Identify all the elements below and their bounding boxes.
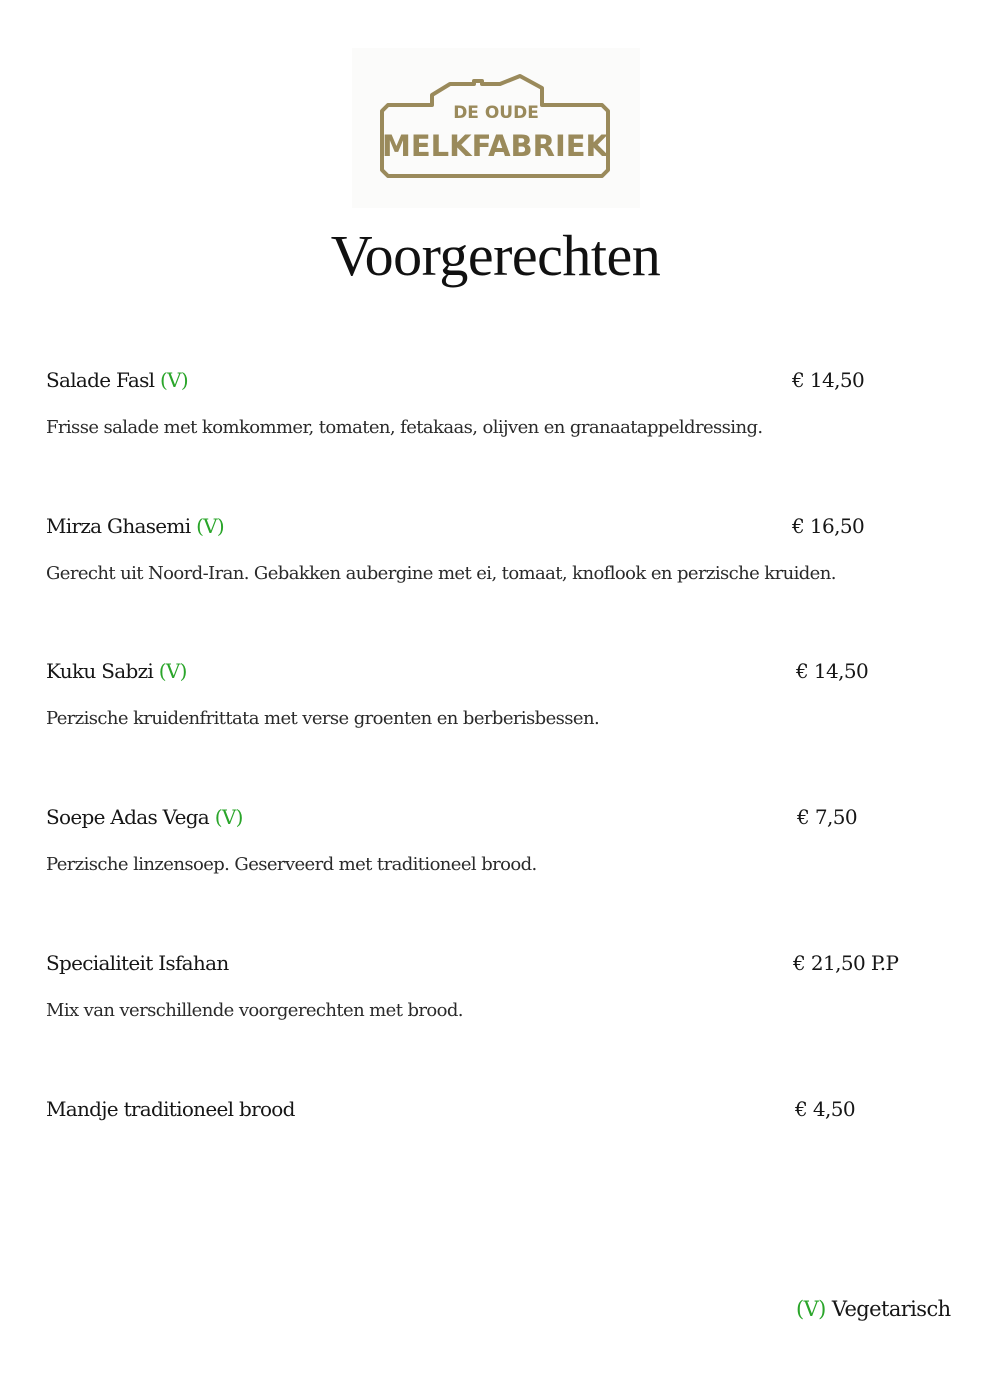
logo: [352, 48, 640, 208]
logo-line-1: DE OUDE: [453, 103, 539, 123]
menu-item-description: Perzische linzensoep. Geserveerd met traditioneel brood.: [46, 854, 537, 875]
menu-item-price: € 14,50: [796, 659, 869, 683]
menu-item-name: Mandje traditioneel brood: [46, 1097, 295, 1121]
menu-item-price: € 14,50: [792, 368, 865, 392]
vegetarian-mark: (V): [214, 805, 243, 829]
menu-item-title: [46, 1097, 295, 1121]
menu-item-title: [46, 514, 224, 538]
menu-item-name: Kuku Sabzi: [46, 659, 154, 683]
menu-item-name: Soepe Adas Vega: [46, 805, 210, 829]
menu-item-name: Mirza Ghasemi: [46, 514, 191, 538]
menu-item-title: [46, 368, 188, 392]
legend-mark: (V): [796, 1297, 826, 1321]
vegetarian-mark: (V): [160, 368, 188, 392]
menu-item-price: € 7,50: [797, 805, 858, 829]
menu-item-price: € 16,50: [792, 514, 865, 538]
page-title: Voorgerechten: [330, 223, 661, 288]
menu-item-price: € 4,50: [795, 1097, 856, 1121]
menu-item-name: Specialiteit Isfahan: [46, 951, 229, 975]
menu-item-description: Perzische kruidenfrittata met verse groenten en berberisbessen.: [46, 708, 600, 729]
menu-item-title: [46, 659, 187, 683]
menu-item-title: [46, 951, 229, 975]
legend-label: Vegetarisch: [831, 1297, 951, 1321]
menu-item-name: Salade Fasl: [46, 368, 155, 392]
logo-emblem: [352, 48, 640, 208]
menu-item-title: [46, 805, 243, 829]
logo-line-2: MELKFABRIEK: [381, 129, 609, 163]
menu-item-description: Gerecht uit Noord-Iran. Gebakken aubergine met ei, tomaat, knoflook en perzische kruiden.: [46, 563, 836, 584]
vegetarian-legend: [796, 1297, 951, 1321]
vegetarian-mark: (V): [158, 659, 187, 683]
vegetarian-mark: (V): [196, 514, 225, 538]
menu-item-description: Mix van verschillende voorgerechten met brood.: [46, 1000, 463, 1021]
menu-item-price: € 21,50 P.P: [793, 951, 899, 975]
menu-item-description: Frisse salade met komkommer, tomaten, fetakaas, olijven en granaatappeldressing.: [46, 417, 763, 438]
